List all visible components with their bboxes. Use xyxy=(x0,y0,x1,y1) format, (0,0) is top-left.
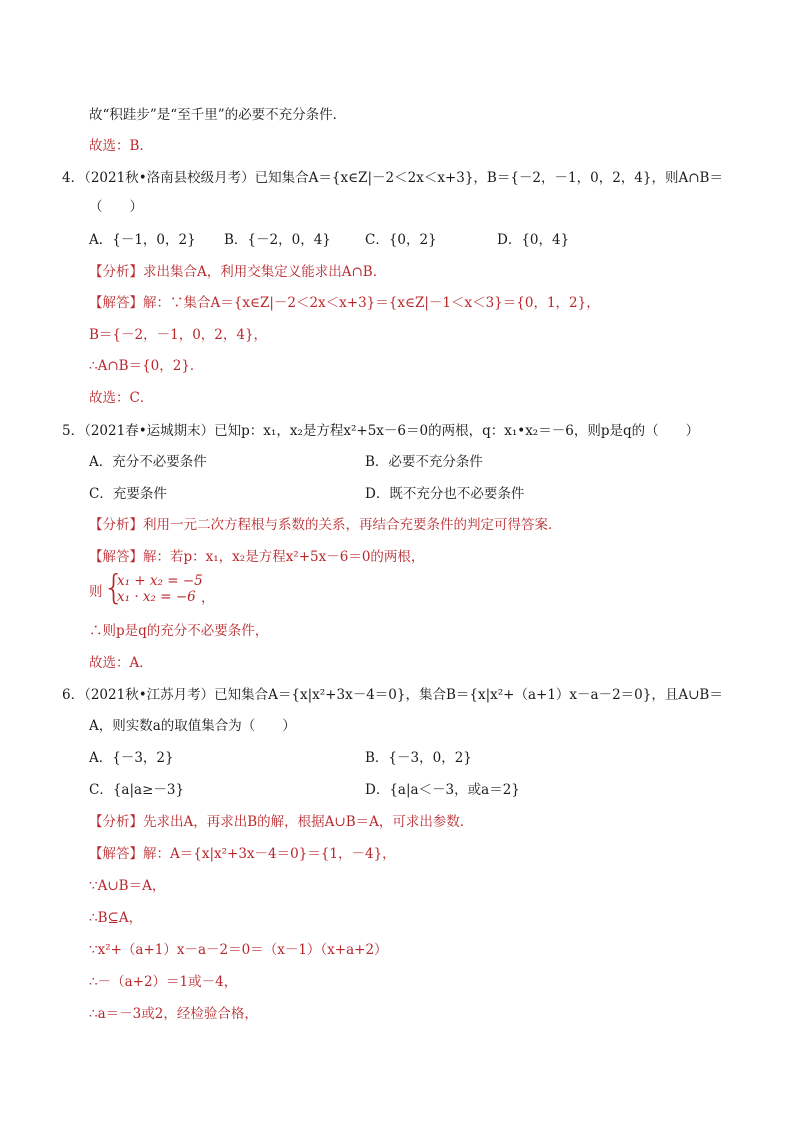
option-c: C．{0，2} xyxy=(365,232,437,248)
brace-icon: { xyxy=(103,568,125,608)
solution-line: ∴则p是q的充分不必要条件， xyxy=(89,623,269,639)
option-b: B．{－2，0，4} xyxy=(224,232,331,248)
solution-line: ∴－（a+2）＝1或－4， xyxy=(89,974,238,990)
analysis-line: 【分析】求出集合A，利用交集定义能求出A∩B． xyxy=(89,264,387,280)
solution-line: ∴B⊆A， xyxy=(89,910,143,926)
equation-system xyxy=(103,568,223,608)
equation-row: x₁ · x₂ = −6 xyxy=(117,589,196,605)
question-4-blank: （ ） xyxy=(89,199,143,215)
option-d: D．{a|a＜－3，或a＝2} xyxy=(365,782,520,798)
option-a: A．{－1，0，2} xyxy=(89,232,196,248)
answer-line: 故选：C． xyxy=(89,390,154,406)
system-prefix: 则 xyxy=(89,584,103,600)
solution-line: 【解答】解：∵集合A＝{x∈Z|－2＜2x＜x+3}＝{x∈Z|－1＜x＜3}＝{0，1，2}， xyxy=(89,295,600,311)
answer-line: 故选：B． xyxy=(89,138,153,154)
option-b: B．必要不充分条件 xyxy=(365,454,483,470)
analysis-line: 【分析】利用一元二次方程根与系数的关系，再结合充要条件的判定可得答案． xyxy=(89,517,562,533)
option-d: D．{0，4} xyxy=(497,232,570,248)
solution-line: 【解答】解：若p：x₁，x₂是方程x²+5x－6＝0的两根， xyxy=(89,549,425,565)
solution-line: ∵A∪B＝A， xyxy=(89,878,166,894)
option-d: D．既不充分也不必要条件 xyxy=(365,486,525,502)
solution-line: ∵x²+（a+1）x－a－2＝0＝（x－1）（x+a+2） xyxy=(89,942,388,958)
question-6-cont: A，则实数a的取值集合为（ ） xyxy=(89,718,296,734)
question-5: 5．（2021春•运城期末）已知p：x₁，x₂是方程x²+5x－6＝0的两根，q：x₁•x₂＝－6，则p是q的（ ） xyxy=(62,423,700,439)
solution-line: B＝{－2，－1，0，2，4}， xyxy=(89,327,268,343)
question-6: 6．（2021秋•江苏月考）已知集合A＝{x|x²+3x－4＝0}，集合B＝{x|x²+（a+1）x－a－2＝0}，且A∪B＝ xyxy=(62,687,723,703)
solution-line: ∴a＝－3或2，经检验合格， xyxy=(89,1006,258,1022)
answer-line: 故选：A． xyxy=(89,655,153,671)
option-a: A．{－3，2} xyxy=(89,750,174,766)
option-b: B．{－3，0，2} xyxy=(365,750,472,766)
equation-tail: ， xyxy=(201,590,215,606)
solution-line: 【解答】解：A＝{x|x²+3x－4＝0}＝{1，－4}， xyxy=(89,846,396,862)
option-c: C．{a|a≥－3} xyxy=(89,782,185,798)
question-4: 4．（2021秋•洛南县校级月考）已知集合A＝{x∈Z|－2＜2x＜x+3}，B＝{－2，－1，0，2，4}，则A∩B＝ xyxy=(62,170,723,186)
analysis-line: 【分析】先求出A，再求出B的解，根据A∪B＝A，可求出参数． xyxy=(89,814,474,830)
option-a: A．充分不必要条件 xyxy=(89,454,207,470)
text-line: 故“积跬步”是“至千里”的必要不充分条件． xyxy=(89,107,347,123)
solution-line: ∴A∩B＝{0，2}． xyxy=(89,358,204,374)
equation-row: x₁ + x₂ = −5 xyxy=(117,573,203,589)
option-c: C．充要条件 xyxy=(89,486,167,502)
